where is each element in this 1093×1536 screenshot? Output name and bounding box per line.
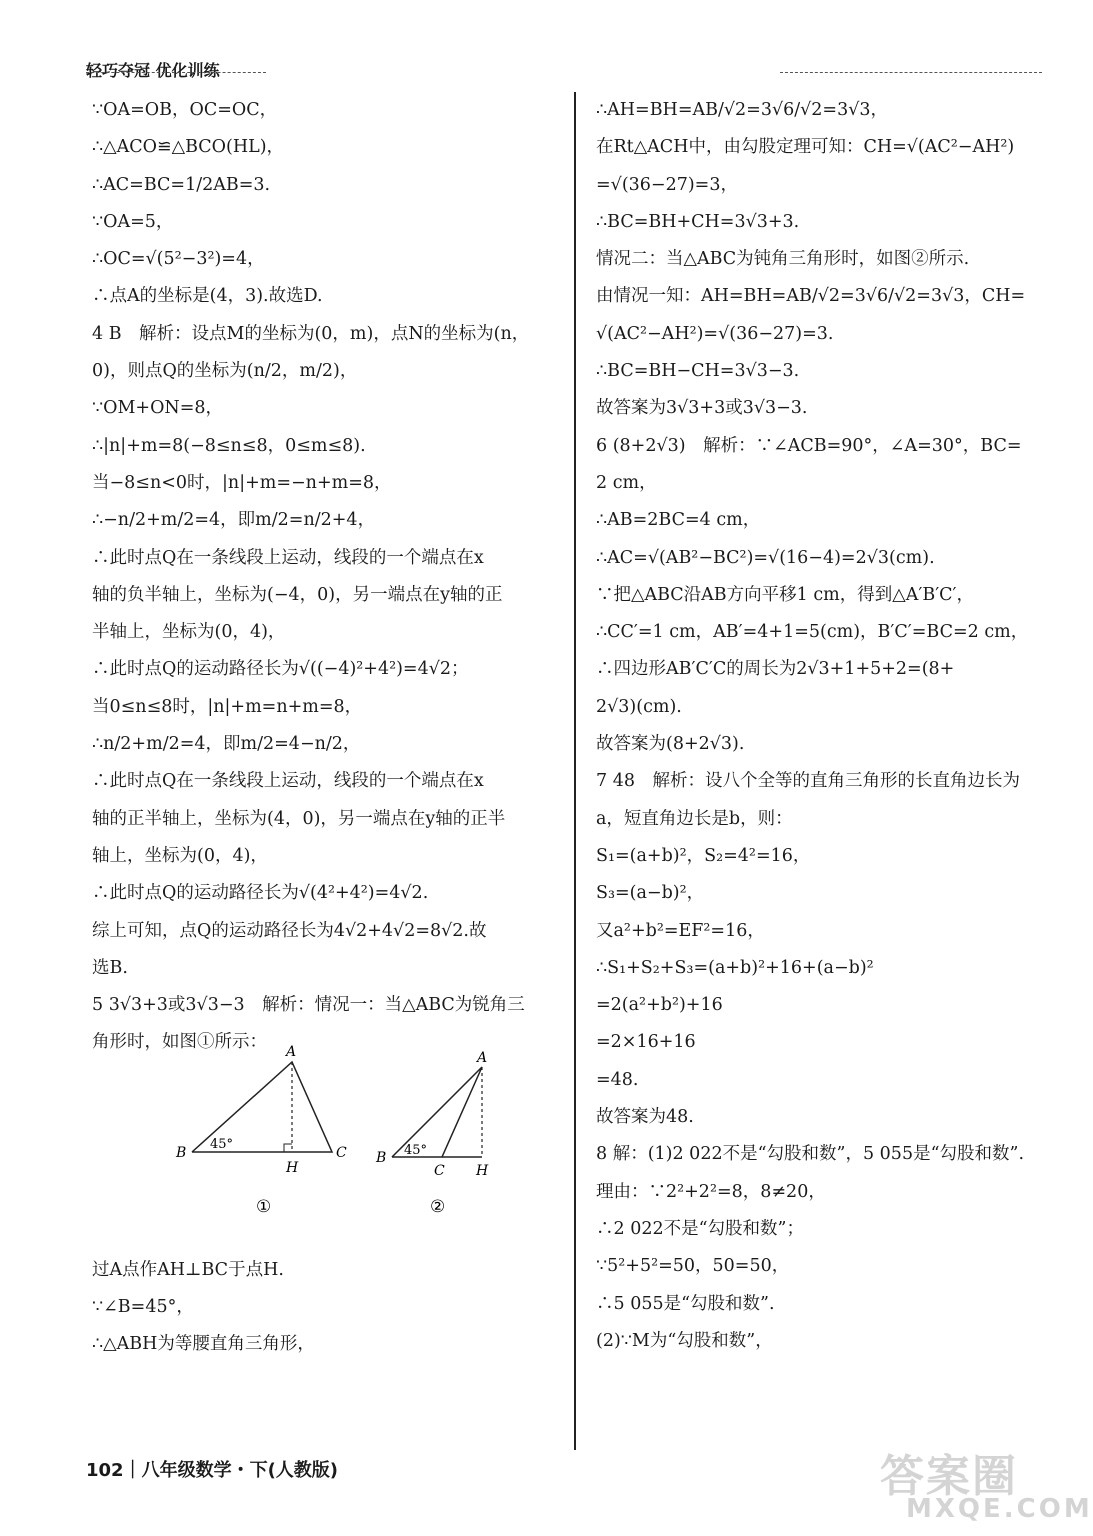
text-line: ∴n/2+m/2=4，即m/2=4−n/2， [92, 734, 361, 755]
text-line: 故答案为(8+2√3). [596, 734, 745, 755]
text-line: ∴△ABH为等腰直角三角形， [92, 1334, 315, 1355]
text-line: ∵OA=5， [92, 211, 174, 232]
text-line: ∴CC′=1 cm，AB′=4+1=5(cm)，B′C′=BC=2 cm， [596, 622, 1029, 643]
left-text-lines-after-figure [92, 1252, 562, 1364]
text-line: 2 cm， [596, 472, 657, 493]
text-line: 6 (8+2√3) 解析：∵∠ACB=90°，∠A=30°，BC= [596, 435, 1022, 456]
text-line: a，短直角边长是b，则： [596, 808, 793, 829]
text-line: =48. [596, 1069, 639, 1090]
text-line: 半轴上，坐标为(0，4)， [92, 622, 286, 643]
text-line: ∵OM+ON=8， [92, 398, 224, 419]
text-line: 又a²+b²=EF²=16， [596, 920, 765, 941]
text-line: ∴5 055是“勾股和数”. [596, 1293, 775, 1314]
text-line: ∴2 022不是“勾股和数”； [596, 1218, 804, 1239]
text-line: ∴此时点Q的运动路径长为√(4²+4²)=4√2. [92, 883, 429, 904]
fig1-label-C: C [336, 1144, 347, 1161]
text-line: 角形时，如图①所示： [92, 1032, 267, 1053]
text-line: ∴此时点Q在一条线段上运动，线段的一个端点在x [92, 547, 484, 568]
text-line: 情况二：当△ABC为钝角三角形时，如图②所示. [596, 249, 970, 270]
text-line: =2(a²+b²)+16 [596, 995, 723, 1016]
text-line: 当−8≤n<0时，|n|+m=−n+m=8， [92, 472, 392, 493]
text-line: ∴此时点Q在一条线段上运动，线段的一个端点在x [92, 771, 484, 792]
left-column [92, 92, 562, 1364]
text-line: ∴S₁+S₂+S₃=(a+b)²+16+(a−b)² [596, 957, 874, 978]
text-line: ∵∠B=45°， [92, 1297, 194, 1318]
text-line: √(AC²−AH²)=√(36−27)=3. [596, 323, 834, 344]
text-line: 8 解：(1)2 022不是“勾股和数”，5 055是“勾股和数”. [596, 1144, 1025, 1165]
text-line: ∴BC=BH+CH=3√3+3. [596, 211, 800, 232]
fig1-label-B: B [176, 1144, 187, 1161]
page-footer: 102｜八年级数学・下(人教版) [86, 1460, 339, 1481]
text-line: ∵OA=OB，OC=OC， [92, 100, 278, 120]
fig2-caption: ② [430, 1196, 446, 1217]
text-line: ∵把△ABC沿AB方向平移1 cm，得到△A′B′C′， [596, 584, 975, 605]
text-line: ∴四边形AB′C′C的周长为2√3+1+5+2=(8+ [596, 659, 955, 680]
text-line: 0)，则点Q的坐标为(n/2，m/2)， [92, 361, 358, 382]
text-line: ∴|n|+m=8(−8≤n≤8，0≤m≤8). [92, 435, 366, 456]
right-text-lines [596, 92, 1048, 1360]
triangle-diagram [162, 1043, 492, 1252]
text-line: 轴的负半轴上，坐标为(−4，0)，另一端点在y轴的正 [92, 584, 503, 605]
header-rule-left [86, 72, 266, 73]
text-line: 2√3)(cm). [596, 696, 682, 717]
fig2-label-A: A [477, 1049, 488, 1066]
watermark-logo: 答案圈 [880, 1451, 1018, 1502]
header-rule-right [780, 72, 1042, 73]
text-line: ∴−n/2+m/2=4，即m/2=n/2+4， [92, 510, 376, 531]
text-line: 7 48 解析：设八个全等的直角三角形的长直角边长为 [596, 771, 1020, 792]
text-line: S₃=(a−b)²， [596, 883, 705, 904]
fig1-caption: ① [256, 1196, 272, 1217]
fig2-label-B: B [376, 1149, 387, 1166]
fig1-angle-label: 45° [210, 1136, 234, 1152]
fig1-label-H: H [286, 1159, 299, 1176]
text-line: 故答案为3√3+3或3√3−3. [596, 398, 808, 419]
text-line: 轴上，坐标为(0，4)， [92, 845, 268, 866]
text-line: 在Rt△ACH中，由勾股定理可知：CH=√(AC²−AH²) [596, 137, 1015, 158]
text-line: 理由：∵2²+2²=8，8≠20， [596, 1181, 826, 1202]
left-text-lines [92, 92, 562, 1062]
fig2-label-H: H [476, 1162, 489, 1179]
text-line: 轴的正半轴上，坐标为(4，0)，另一端点在y轴的正半 [92, 808, 506, 829]
text-line: 由情况一知：AH=BH=AB/√2=3√6/√2=3√3，CH= [596, 286, 1026, 307]
text-line: =2×16+16 [596, 1032, 696, 1053]
text-line: (2)∵M为“勾股和数”， [596, 1330, 773, 1351]
text-line: ∴AC=BC=1/2AB=3. [92, 174, 271, 195]
text-line: ∴AC=√(AB²−BC²)=√(16−4)=2√3(cm). [596, 547, 935, 568]
text-line: ∴AB=2BC=4 cm， [596, 510, 761, 531]
text-line: ∴BC=BH−CH=3√3−3. [596, 361, 800, 382]
fig2-angle-label: 45° [404, 1142, 428, 1158]
text-line: =√(36−27)=3， [596, 174, 738, 195]
triangle-figures [92, 1043, 562, 1252]
text-line: ∴此时点Q的运动路径长为√((−4)²+4²)=4√2； [92, 659, 469, 680]
text-line: 选B. [92, 957, 128, 978]
text-line: ∴点A的坐标是(4，3).故选D. [92, 286, 323, 307]
text-line: 5 3√3+3或3√3−3 解析：情况一：当△ABC为锐角三 [92, 995, 525, 1016]
text-line: ∴AH=BH=AB/√2=3√6/√2=3√3， [596, 100, 889, 120]
text-line: ∵5²+5²=50，50=50， [596, 1256, 790, 1277]
watermark-url: MXQE.COM [906, 1494, 1093, 1524]
text-line: 过A点作AH⊥BC于点H. [92, 1259, 284, 1280]
text-line: 当0≤n≤8时，|n|+m=n+m=8， [92, 696, 363, 717]
right-column [596, 92, 1048, 1360]
column-divider [574, 92, 576, 1450]
text-line: S₁=(a+b)²，S₂=4²=16， [596, 845, 811, 866]
header-title: 轻巧夺冠 优化训练 [86, 61, 220, 80]
text-line: 综上可知，点Q的运动路径长为4√2+4√2=8√2.故 [92, 920, 487, 941]
text-line: ∴OC=√(5²−3²)=4， [92, 249, 265, 270]
text-line: 故答案为48. [596, 1107, 694, 1128]
fig1-label-A: A [286, 1043, 297, 1060]
text-line: ∴△ACO≌△BCO(HL)， [92, 137, 285, 158]
text-line: 4 B 解析：设点M的坐标为(0，m)，点N的坐标为(n， [92, 323, 530, 344]
fig2-label-C: C [434, 1162, 445, 1179]
